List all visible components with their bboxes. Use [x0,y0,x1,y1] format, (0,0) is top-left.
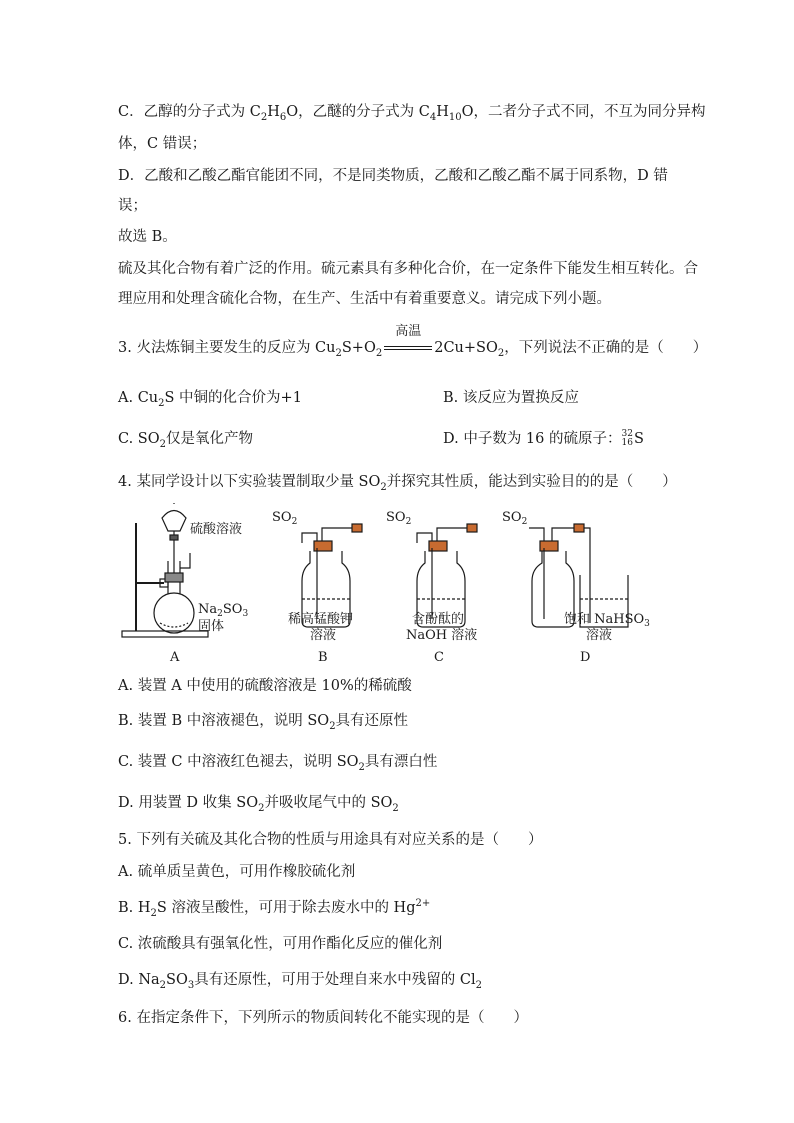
question-3-option-d: D. 中子数为 16 的硫原子：32 16S [443,429,644,448]
question-4-stem: 4. 某同学设计以下实验装置制取少量 $SO_2$并探究其性质，能达到实验目的的是（ ） [118,474,677,493]
question-5-option-a: A. 硫单质呈黄色，可用作橡胶硫化剂 [118,864,356,880]
question-3-option-a: A. $Cu_2S$ 中铜的化合价为+1 [118,390,302,409]
figure-d-label2: 溶液 [586,628,613,643]
question-4-option-c: C. 装置 C 中溶液红色褪去，说明 $SO_2$具有漂白性 [118,754,438,773]
question-4-option-d: D. 用装置 D 收集 $SO_2$并吸收尾气中的 $SO_2$ [118,795,399,814]
question-5-option-c: C. 浓硫酸具有强氧化性，可用作酯化反应的催化剂 [118,936,443,952]
figure-na2so3-label: $Na_2SO_3$ [198,602,249,619]
question-5-option-d: D. $Na_2SO_3$具有还原性，可用于处理自来水中残留的 $Cl_2$ [118,972,482,991]
figure-acid-label: 硫酸溶液 [190,522,243,537]
intro-paragraph-line1: 硫及其化合物有着广泛的作用。硫元素具有多种化合价，在一定条件下能发生相互转化。合 [118,261,698,277]
figure-c-so2: $SO_2$ [386,510,412,527]
reaction-condition: 高温 [382,338,434,358]
question-6-stem: 6. 在指定条件下，下列所示的物质间转化不能实现的是（ ） [118,1010,528,1026]
figure-c-label2: NaOH 溶液 [406,628,478,643]
figure-d-so2: $SO_2$ [502,510,528,527]
figure-b-label2: 溶液 [310,628,337,643]
explanation-c-continuation: 体，C 错误； [118,136,207,152]
answer-choice: 故选 B。 [118,229,177,245]
experiment-apparatus-figure [112,503,682,668]
figure-letter-c: C [434,650,444,665]
figure-c-label1: 含酚酞的 [412,612,465,627]
figure-letter-a: A [170,650,180,665]
figure-letter-d: D [580,650,591,665]
figure-letter-b: B [318,650,328,665]
figure-b-so2: $SO_2$ [272,510,298,527]
explanation-d-line: D．乙酸和乙酸乙酯官能团不同，不是同类物质，乙酸和乙酸乙酯不属于同系物，D 错 [118,168,668,184]
question-4-option-a: A. 装置 A 中使用的硫酸溶液是 10%的稀硫酸 [118,678,412,694]
question-5-option-b: B. $H_2S$ 溶液呈酸性，可用于除去废水中的 $Hg^{2+}$ [118,898,431,919]
question-4-option-b: B. 装置 B 中溶液褪色，说明 $SO_2$具有还原性 [118,713,409,732]
explanation-d-continuation: 误； [118,198,147,214]
figure-d-label1: 饱和 NaHSO$_3$ [564,612,650,629]
intro-paragraph-line2: 理应用和处理含硫化合物，在生产、生活中有着重要意义。请完成下列小题。 [118,291,611,307]
isotope-notation: 32 16 [621,429,633,448]
explanation-c-line: C．乙醇的分子式为 $C_2H_6O$，乙醚的分子式为 $C_4H_{10}O$，二者分子式不同，不互为同分异构 [118,104,706,123]
question-3-option-b: B. 该反应为置换反应 [443,390,579,406]
question-3-option-c: C. $SO_2$仅是氧化产物 [118,431,253,450]
question-3-stem: 3. 火法炼铜主要发生的反应为 $Cu_2S+O_2$ 高温 $2Cu+SO_2$，下列说法不正确的是（ ） [118,324,708,359]
figure-b-label1: 稀高锰酸钾 [288,612,354,627]
question-5-stem: 5. 下列有关硫及其化合物的性质与用途具有对应关系的是（ ） [118,832,543,848]
figure-solid-label: 固体 [198,619,225,634]
